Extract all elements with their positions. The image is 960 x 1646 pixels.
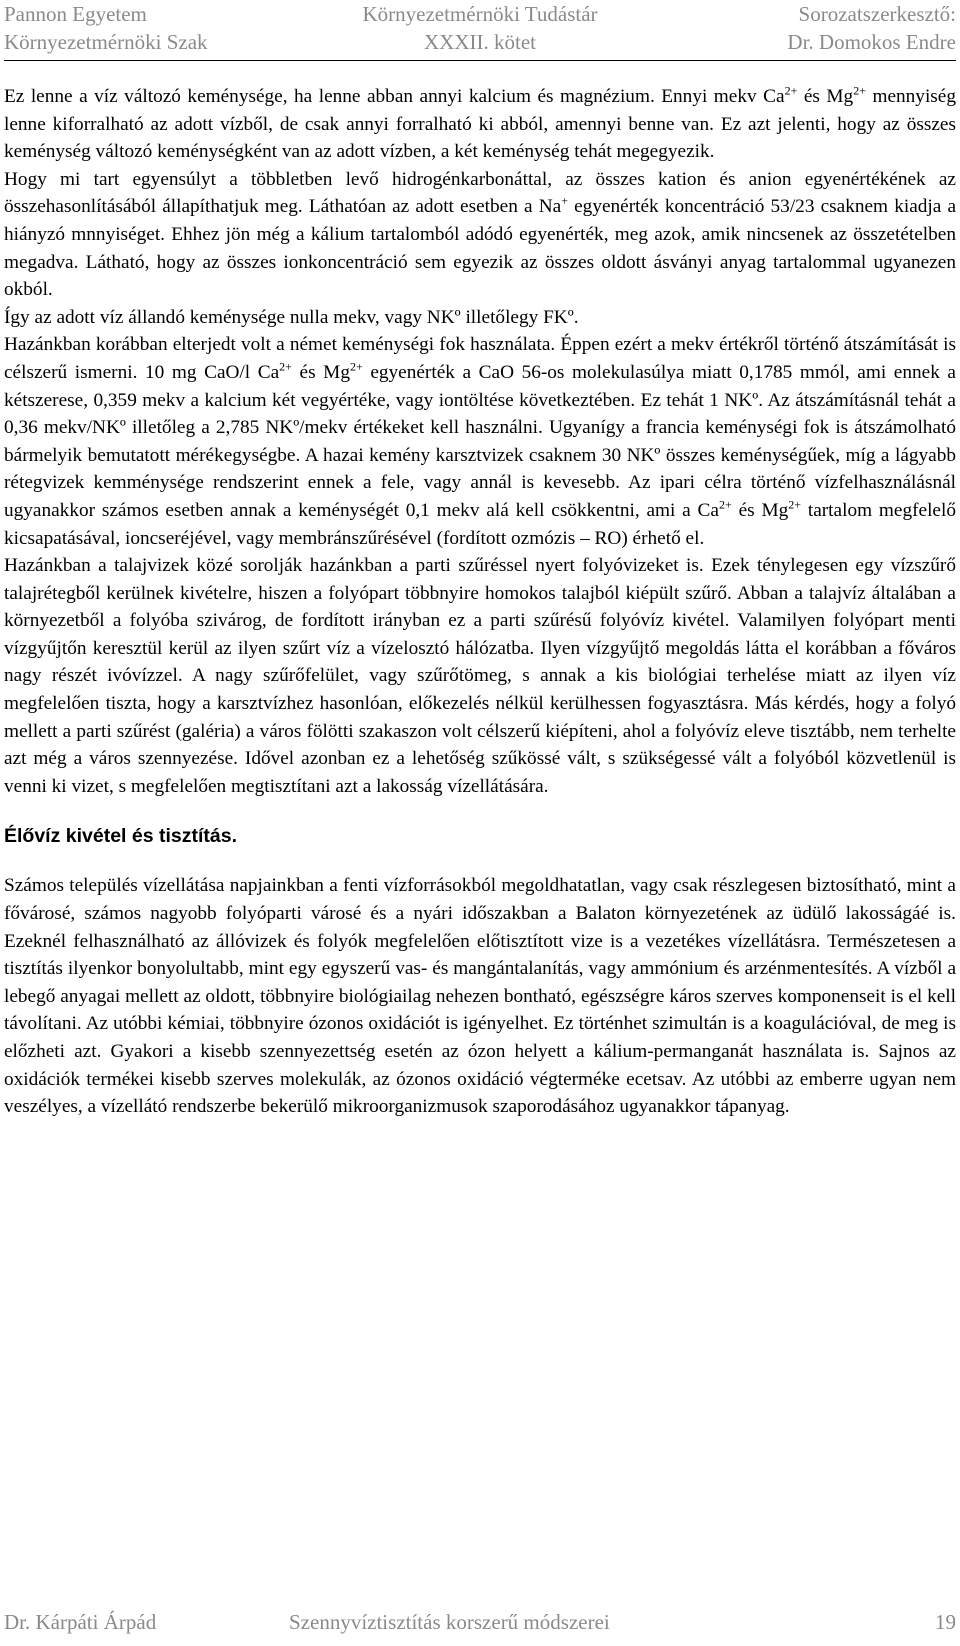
footer-title: Szennyvíztisztítás korszerű módszerei bbox=[289, 1610, 610, 1634]
paragraph-surface-water-treatment: Számos település vízellátása napjainkban a fenti vízforrásokból megoldhatatlan, vagy csak részlegesen biztosítható, mint a fővárosé, számos nagyobb folyóparti városé és a nyári időszakban a Balaton környezetének az üdülő lakosságáé is. Ezeknél felhasználható az állóvizek és folyók megfelelően előtisztított vize is a vezetékes vízellátásra. Természetesen a tisztítás ilyenkor bonyolultabb, mint egy egyszerű vas- és mangántalanítás, vagy ammónium és arzénmentesítés. A vízből a lebegő anyagai mellett az oldott, többnyire biológiailag nehezen bontható, egészségre káros szerves komponenseit is el kell távolítani. Az utóbbi kémiai, többnyire ózonos oxidációt is igényelhet. Ez történhet szimultán is a koagulációval, de meg is előzheti azt. Gyakori a kisebb szennyezettség esetén az ózon helyett a kálium-permanganát használata is. Sajnos az oxidációk termékei kisebb szerves molekulák, az ózonos oxidáció végterméke ecetsav. Az utóbbi az emberre ugyan nem veszélyes, a vízellátó rendszerbe bekerülő mikroorganizmusok szaporodásához ugyanakkor tápanyag. bbox=[4, 875, 956, 1118]
header-series: Környezetmérnöki Tudástár bbox=[362, 2, 598, 26]
footer-author: Dr. Kárpáti Árpád bbox=[4, 1610, 157, 1634]
section-gap bbox=[4, 850, 956, 872]
header-university: Pannon Egyetem bbox=[4, 2, 147, 26]
section-heading: Élővíz kivétel és tisztítás. bbox=[4, 825, 238, 848]
paragraph-bank-filtration: Hazánkban a talajvizek közé sorolják hazánkban a parti szűréssel nyert folyóvizeket is. Ezek ténylegesen egy vízszűrő talajrétegből kerülnek kivételre, hiszen a folyópart többnyire homokos talajból kiépült szűrő. Abban a talajvíz általában a környezetből a folyóba szivárog, de fordított irányban ez a parti szűrésű folyóvíz kivétel. Valamilyen folyópart menti vízgyűjtőn keresztül kerül az ilyen szűrt víz a vízelosztó hálózatba. Ilyen vízgyűjtő megoldás látta el korábban a főváros nagy részét ivóvízzel. A nagy szűrőfelület, vagy szűrőtömeg, s annak a kis biológiai terhelése miatt az ilyen víz megfelelően tiszta, hogy a karsztvízhez hasonlóan, előkezelés nélkül kerülhessen fogyasztásra. Más kérdés, hogy a folyó mellett a parti szűrést (galéria) a város fölötti szakaszon volt célszerű kiépíteni, ahol a folyóvíz eleve tisztább, nem terhelte azt még a város szennyezése. Idővel azonban ez a lehetőség szűkössé vált, s szükségessé vált a folyóból közvetlenül is venni ki vizet, s megfelelően megtisztítani azt a lakosság vízellátására. bbox=[4, 555, 956, 797]
paragraph-permanent-hardness: Így az adott víz állandó keménysége nulla mekv, vagy NKº illetőlegy FKº. bbox=[4, 306, 579, 328]
header-center bbox=[362, 0, 597, 56]
header-volume: XXXII. kötet bbox=[424, 30, 536, 54]
section-gap bbox=[4, 800, 956, 822]
header-right bbox=[787, 0, 956, 56]
page-header bbox=[4, 0, 956, 61]
page-number: 19 bbox=[935, 1610, 956, 1634]
header-editor-name: Dr. Domokos Endre bbox=[787, 30, 956, 54]
header-left bbox=[4, 0, 208, 56]
header-program: Környezetmérnöki Szak bbox=[4, 30, 208, 54]
paragraph-variable-hardness: Ez lenne a víz változó keménysége, ha lenne abban annyi kalcium és magnézium. Ennyi mekv $Ca^{2+}$ és $Mg^{2+}$ mennyiség lenne kiforralható az adott vízből, de csak annyi forralható ki abból, amennyi benne van. Ez azt jelenti, hogy az összes keménység változó keménységként van az adott vízben, a két keménység tehát megegyezik. bbox=[4, 83, 956, 163]
paragraph-german-degree: Hazánkban korábban elterjedt volt a német keménységi fok használata. Éppen ezért a mekv értékről történő átszámítását is célszerű ismerni. 10 mg CaO/l $Ca^{2+}$ és $Mg^{2+}$ egyenérték a CaO 56-os molekulasúlya miatt 0,1785 mmól, ami ennek a kétszerese, 0,359 mekv a kalcium két vegyértéke, vagy iontöltése következtében. Ez tehát 1 NKº. Az átszámításnál tehát a 0,36 mekv/NKº illetőleg a 2,785 NKº/mekv értékeket kell használni. Ugyanígy a francia keménységi fok is átszámolható bármelyik bemutatott mérékegységbe. A hazai kemény karsztvizek csaknem 30 NKº összes keménységűek, míg a lágyabb rétegvizek kemménysége rendszerint ennek a fele, vagy annál is kevesebb. Az ipari célra történő vízfelhasználásnál ugyanakkor számos esetben annak a keménységét 0,1 mekv alá kell csökkentni, ami a $Ca^{2+}$ és $Mg^{2+}$ tartalom megfelelő kicsapatásával, ioncseréjével, vagy membránszűrésével (fordított ozmózis – RO) érhető el. bbox=[4, 334, 956, 549]
page-body bbox=[4, 83, 956, 1121]
paragraph-ion-balance: Hogy mi tart egyensúlyt a többletben levő hidrogénkarbonáttal, az összes kation és anion egyenértékének az összehasonlításából állapíthatjuk meg. Láthatóan az adott esetben a Na+ egyenérték koncentráció 53/23 csaknem kiadja a hiányzó mnnyiséget. Ehhez jön még a kálium tartalomból adódó egyenérték, meg azok, amik nincsenek az összetételben megadva. Látható, hogy az összes ionkoncentráció sem egyezik az összes oldott ásványi anyag tartalommal ugyanezen okból. bbox=[4, 168, 957, 301]
header-editor-label: Sorozatszerkesztő: bbox=[798, 2, 956, 26]
